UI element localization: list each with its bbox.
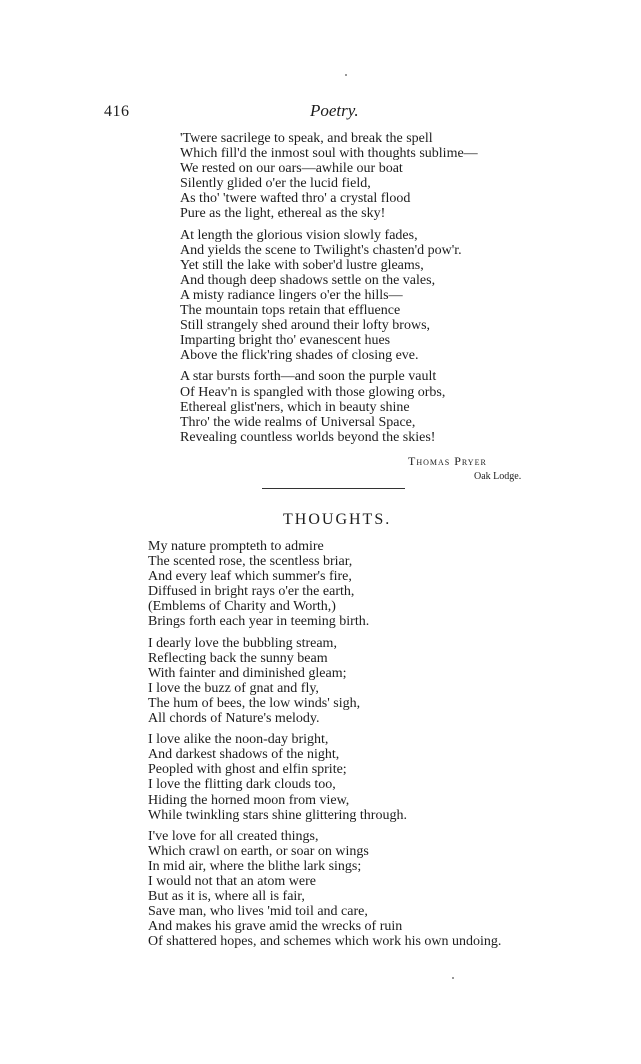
poem-line: Diffused in bright rays o'er the earth, — [148, 584, 355, 600]
poem-line: And every leaf which summer's fire, — [148, 569, 352, 585]
poem-line: The scented rose, the scentless briar, — [148, 554, 353, 570]
poem-line: The hum of bees, the low winds' sigh, — [148, 695, 361, 711]
poem-line: Revealing countless worlds beyond the skies! — [180, 429, 436, 445]
poem-line: Brings forth each year in teeming birth. — [148, 614, 370, 630]
poem-line: Peopled with ghost and elfin sprite; — [148, 762, 347, 778]
poem-line: Imparting bright tho' evanescent hues — [180, 333, 391, 349]
poem-title: THOUGHTS. — [283, 511, 392, 528]
poem-line: Which crawl on earth, or soar on wings — [148, 843, 369, 859]
poem-line: We rested on our oars—awhile our boat — [180, 161, 403, 177]
poem-line: Yet still the lake with sober'd lustre gleams, — [180, 257, 424, 273]
poem-line: In mid air, where the blithe lark sings; — [148, 858, 362, 874]
poem-line: I dearly love the bubbling stream, — [148, 635, 337, 651]
poem-line: Thro' the wide realms of Universal Space, — [180, 414, 416, 430]
poem-line: Hiding the horned moon from view, — [148, 792, 350, 808]
poem1-stanza-1 — [180, 131, 478, 222]
poem-line: Save man, who lives 'mid toil and care, — [148, 904, 368, 920]
poem-line: At length the glorious vision slowly fades, — [180, 227, 418, 243]
poem-continued — [180, 131, 478, 451]
poem2-stanza-2 — [148, 636, 501, 727]
poem-line: And yields the scene to Twilight's chasten'd pow'r. — [180, 242, 462, 258]
running-title: Poetry. — [310, 101, 359, 120]
poem2-stanza-4 — [148, 829, 501, 950]
poem-line: I love the flitting dark clouds too, — [148, 777, 336, 793]
poem-line: I love the buzz of gnat and fly, — [148, 680, 319, 696]
poem-line: While twinkling stars shine glittering through. — [148, 807, 407, 823]
print-speck — [345, 74, 347, 76]
poem-line: A misty radiance lingers o'er the hills— — [180, 287, 403, 303]
poem-line: I've love for all created things, — [148, 828, 319, 844]
poem-line: A star bursts forth—and soon the purple vault — [180, 369, 437, 385]
poem-line: Reflecting back the sunny beam — [148, 650, 328, 666]
poem-line: Of shattered hopes, and schemes which work his own undoing. — [148, 934, 502, 950]
poem-line: And darkest shadows of the night, — [148, 747, 340, 763]
section-divider — [262, 488, 405, 489]
poem-line: Pure as the light, ethereal as the sky! — [180, 206, 386, 222]
print-speck — [452, 977, 454, 979]
poem-thoughts — [148, 539, 501, 955]
poem-line: I love alike the noon-day bright, — [148, 732, 329, 748]
page-number: 416 — [104, 103, 130, 120]
poem-line: All chords of Nature's melody. — [148, 711, 320, 727]
poem-line: Which fill'd the inmost soul with thoughts sublime— — [180, 146, 478, 162]
poem-line: Ethereal glist'ners, which in beauty shine — [180, 399, 410, 415]
poem-line: Above the flick'ring shades of closing eve. — [180, 348, 419, 364]
poem-line: My nature prompteth to admire — [148, 539, 324, 554]
poem2-stanza-1 — [148, 539, 501, 630]
poem-line: Silently glided o'er the lucid field, — [180, 176, 371, 192]
poem-line: Still strangely shed around their lofty brows, — [180, 318, 431, 334]
poem-line: I would not that an atom were — [148, 873, 316, 889]
poem-line: And though deep shadows settle on the vales, — [180, 272, 436, 288]
poem1-stanza-2 — [180, 228, 478, 364]
poem-line: As tho' 'twere wafted thro' a crystal flood — [180, 191, 411, 207]
poem-line: (Emblems of Charity and Worth,) — [148, 599, 336, 615]
poem-line: And makes his grave amid the wrecks of ruin — [148, 919, 403, 935]
poem-line: But as it is, where all is fair, — [148, 889, 305, 905]
poem-line: The mountain tops retain that effluence — [180, 303, 401, 319]
poem2-stanza-3 — [148, 732, 501, 823]
poem-line: Of Heav'n is spangled with those glowing orbs, — [180, 384, 446, 400]
poem-line: With fainter and diminished gleam; — [148, 665, 347, 681]
poem-line: 'Twere sacrilege to speak, and break the spell — [180, 131, 433, 146]
signature-place: Oak Lodge. — [474, 471, 522, 482]
signature-name: Thomas Pryer — [408, 454, 487, 468]
poem1-stanza-3 — [180, 369, 478, 444]
